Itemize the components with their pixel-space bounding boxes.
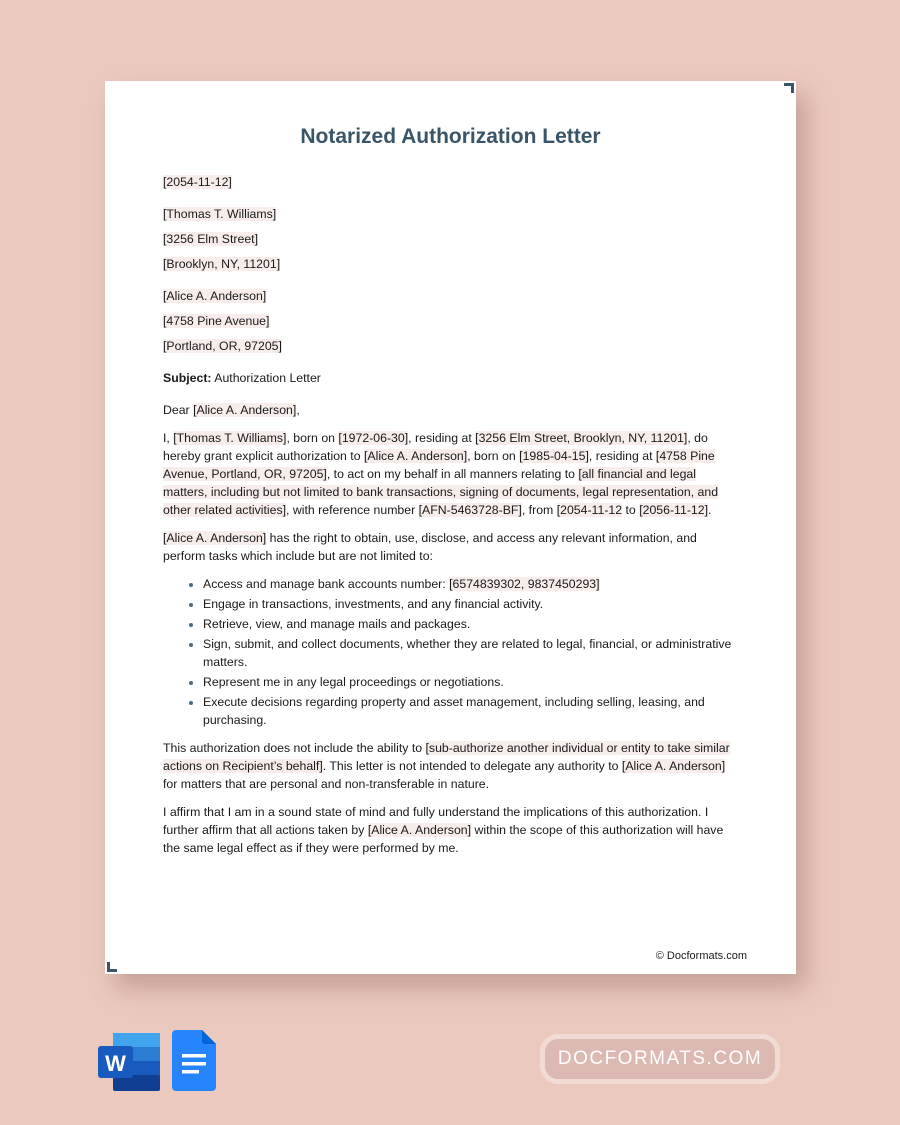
document-title: Notarized Authorization Letter [300,125,601,148]
text: , do hereby grant explicit authorization to [163,431,708,463]
field-agent-name: [Alice A. Anderson] [363,449,468,463]
field-grantor-name: [Thomas T. Williams] [173,431,287,445]
field-scope: [all financial and legal matters, including but not limited to bank transactions, signing of documents, legal representation, and other related activities] [163,467,719,517]
paragraph-limitations [163,739,738,793]
google-docs-icon[interactable] [172,1030,216,1091]
salutation [163,401,738,419]
salutation-prefix: Dear [163,403,194,417]
field-agent-address: [4758 Pine Avenue, Portland, OR, 97205] [163,449,715,481]
list-item [203,693,738,729]
recipient-street: [4758 Pine Avenue] [163,314,270,328]
field-bank-accounts: [6574839302, 9837450293] [449,577,600,591]
copyright-notice: © Docformats.com [655,950,747,962]
text: , residing at [588,449,656,463]
text: , with reference number [286,503,419,517]
paragraph-rights [163,529,738,565]
powers-list [163,575,738,729]
list-item-text: Engage in transactions, investments, and any financial activity. [203,597,544,611]
subject-label: Subject: [163,371,212,385]
corner-mark-top-right [784,83,794,93]
text: , born on [286,431,339,445]
sender-address [163,205,738,273]
text: within the scope of this authorization will have the same legal effect as if they were performed by me. [163,823,724,855]
text: I affirm that I am in a sound state of mind and fully understand the implications of this authorization. I further affirm that all actions taken by [163,805,709,837]
list-item [203,635,738,671]
list-item [203,615,738,633]
field-end-date: [2056-11-12] [639,503,709,517]
text: . This letter is not intended to delegate any authority to [322,759,622,773]
paragraph-authorization [163,429,738,519]
recipient-name: [Alice A. Anderson] [163,289,267,303]
text: , from [521,503,557,517]
list-item-text: Execute decisions regarding property and asset management, including selling, leasing, and purchasing. [203,695,705,727]
field-agent-name: [Alice A. Anderson] [163,531,267,545]
field-grantor-address: [3256 Elm Street, Brooklyn, NY, 11201] [475,431,688,445]
sender-name: [Thomas T. Williams] [163,207,277,221]
text: This authorization does not include the ability to [163,741,426,755]
letter-body [163,173,738,867]
recipient-city: [Portland, OR, 97205] [163,339,282,353]
svg-text:W: W [105,1051,126,1076]
subject-line [163,369,738,387]
field-agent-name: [Alice A. Anderson] [621,759,726,773]
field-grantor-dob: [1972-06-30] [338,431,409,445]
letter-date: [2054-11-12] [163,175,232,189]
list-item-text: Sign, submit, and collect documents, whether they are related to legal, financial, or administrative matters. [203,637,732,669]
field-exclusions: [sub-authorize another individual or entity to take similar actions on Recipient’s behalf] [163,741,730,773]
field-start-date: [2054-11-12 [556,503,623,517]
list-item-text: Access and manage bank accounts number: [203,577,450,591]
salutation-suffix: , [296,403,300,417]
subject-value: Authorization Letter [211,371,321,385]
list-item-text: Represent me in any legal proceedings or negotiations. [203,675,504,689]
field-reference-number: [AFN-5463728-BF] [418,503,522,517]
text: , to act on my behalf in all manners relating to [326,467,579,481]
text: to [622,503,640,517]
list-item-text: Retrieve, view, and manage mails and packages. [203,617,471,631]
corner-mark-bottom-left [107,962,117,972]
document-page [105,81,796,974]
sender-street: [3256 Elm Street] [163,232,259,246]
text: I, [163,431,174,445]
text: , born on [467,449,520,463]
list-item [203,595,738,613]
paragraph-affirmation [163,803,738,857]
list-item [203,575,738,593]
text: . [708,503,712,517]
text: , residing at [408,431,476,445]
docformats-brand-button[interactable]: DOCFORMATS.COM [540,1034,780,1084]
text: for matters that are personal and non-transferable in nature. [163,777,490,791]
sender-city: [Brooklyn, NY, 11201] [163,257,281,271]
word-icon[interactable] [98,1033,160,1091]
field-agent-dob: [1985-04-15] [519,449,589,463]
list-item [203,673,738,691]
recipient-address [163,287,738,355]
salutation-name: [Alice A. Anderson] [193,403,297,417]
field-agent-name: [Alice A. Anderson] [367,823,472,837]
text: has the right to obtain, use, disclose, and access any relevant information, and perform tasks which include but are not limited to: [163,531,697,563]
